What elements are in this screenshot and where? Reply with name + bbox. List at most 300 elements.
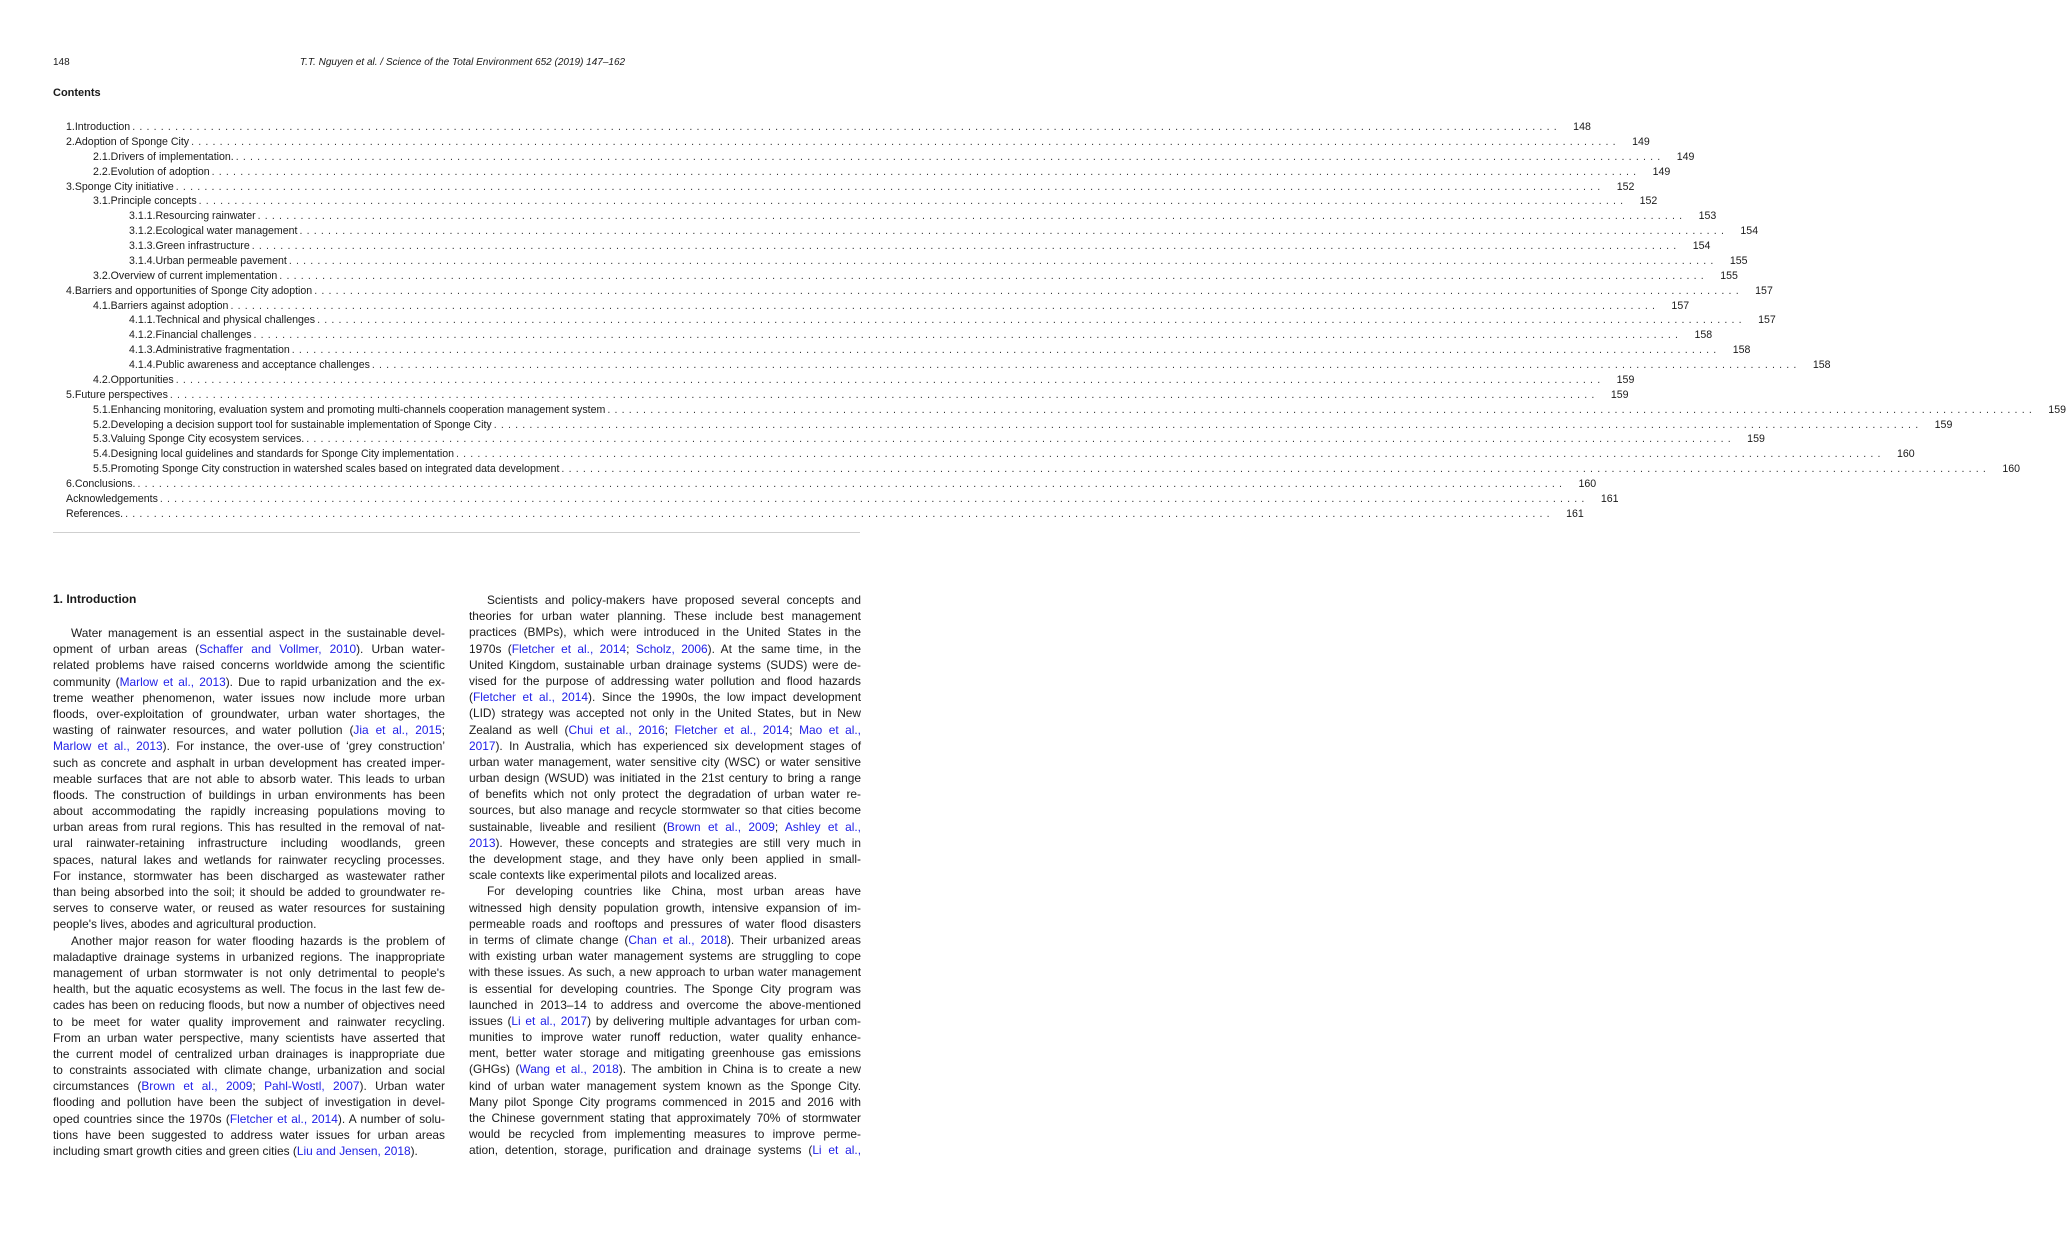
text-line xyxy=(53,1014,445,1030)
toc-entry[interactable] xyxy=(93,373,1635,387)
text-run: scale contexts like experimental pilots and localized areas. xyxy=(469,868,777,883)
toc-entry-number: 4.1.3. xyxy=(129,344,156,357)
text-line xyxy=(469,1094,861,1110)
text-run: vised for the purpose of addressing water pollution and flood hazards xyxy=(469,673,861,688)
text-line xyxy=(53,949,445,965)
toc-entry-page: 154 xyxy=(1692,240,1711,253)
text-line xyxy=(53,868,445,884)
toc-entry-page: 159 xyxy=(1747,433,1765,446)
toc-entry[interactable] xyxy=(66,477,1597,491)
toc-entry-title[interactable]: Promoting Sponge City construction in watershed scales based on integrated data development xyxy=(110,463,560,476)
text-run: ). Due to rapid urbanization and the ex- xyxy=(225,674,446,689)
toc-entry-title[interactable]: Introduction xyxy=(74,121,131,133)
toc-entry-title[interactable]: Urban permeable pavement xyxy=(155,254,287,267)
text-run: community ( xyxy=(53,674,120,689)
text-run: the Chinese government stating that approximately 70% of stormwater xyxy=(469,1111,861,1125)
text-run: ). Since the 1990s, the low impact development xyxy=(588,690,861,705)
toc-entry-number: 4.1.2. xyxy=(129,329,156,342)
text-run: floods. The construction of buildings in urban environments has been xyxy=(53,787,445,802)
text-run: management of urban stormwater is not only detrimental to people's xyxy=(53,965,445,980)
text-line xyxy=(53,706,445,722)
dot-leader: ........................................................................................................................................................................................................ xyxy=(137,478,1567,491)
text-run: with existing urban water management systems are struggling to cope xyxy=(469,949,861,964)
text-line xyxy=(53,933,445,949)
text-line xyxy=(53,981,445,997)
toc-entry-title[interactable]: Resourcing rainwater xyxy=(155,210,256,223)
text-line xyxy=(53,690,445,706)
text-run: tions have been suggested to address water issues for urban areas xyxy=(53,1127,445,1142)
toc-entry-page: 149 xyxy=(1652,165,1671,178)
text-run: maladaptive drainage systems in urbanized regions. The inappropriate xyxy=(53,949,445,964)
toc-entry-number: 3.1.2. xyxy=(129,225,156,238)
toc-entry-title[interactable]: Ecological water management xyxy=(155,225,298,238)
text-run: (LID) strategy was accepted not only in the United States, but in New xyxy=(469,706,861,721)
text-line xyxy=(469,802,861,818)
toc-entry-page: 161 xyxy=(1600,493,1619,505)
toc-entry-page: 158 xyxy=(1812,359,1831,372)
text-line xyxy=(469,1142,861,1158)
dot-leader: ........................................................................................................................................................................................................ xyxy=(291,344,1721,357)
toc-entry-page: 159 xyxy=(1934,418,1953,431)
text-line xyxy=(53,852,445,868)
toc-entry[interactable] xyxy=(93,447,1915,461)
toc-entry-page: 152 xyxy=(1616,180,1635,193)
citation-link[interactable]: Chan et al., 2018 xyxy=(628,932,727,947)
text-run: serves to conserve water, or reused as water resources for sustaining xyxy=(53,901,445,916)
toc-entry-number: 4.1.4. xyxy=(129,359,156,372)
text-run: to constraints associated with climate change, urbanization and social xyxy=(53,1063,445,1078)
citation-link[interactable]: Li et al., 2017 xyxy=(511,1013,588,1028)
toc-entry-title[interactable]: Administrative fragmentation xyxy=(155,344,290,357)
text-line xyxy=(469,916,861,932)
toc-entry-number: 2.1. xyxy=(93,150,111,163)
text-line xyxy=(469,867,861,883)
text-line xyxy=(469,1045,861,1061)
text-line xyxy=(469,1029,861,1045)
toc-entry[interactable] xyxy=(66,492,1619,506)
dot-leader: ........................................................................................................................................................................................................ xyxy=(211,165,1641,178)
toc-entry-number: 5.5. xyxy=(93,463,111,476)
dot-leader: ........................................................................................................................................................................................................ xyxy=(317,314,1746,327)
dot-leader: ........................................................................................................................................................................................................ xyxy=(288,254,1718,267)
toc-entry-title[interactable]: Principle concepts xyxy=(110,195,197,208)
toc-entry[interactable] xyxy=(129,254,1748,268)
toc-entry[interactable] xyxy=(93,299,1690,313)
toc-entry-title[interactable]: Green infrastructure xyxy=(155,240,250,253)
toc-entry-number: 5.4. xyxy=(93,448,111,461)
toc-entry-page: 160 xyxy=(2002,463,2021,476)
text-line xyxy=(53,1030,445,1046)
citation-link[interactable]: Fletcher et al., 2014 xyxy=(229,1111,338,1126)
toc-entry-number: 2.2. xyxy=(93,165,111,178)
text-run: For instance, stormwater has been discharged as wastewater rather xyxy=(53,868,445,883)
dot-leader: ........................................................................................................................................................................................................ xyxy=(230,299,1660,312)
toc-entry-title[interactable]: Overview of current implementation xyxy=(110,269,278,282)
toc-entry[interactable] xyxy=(66,388,1629,402)
toc-entry[interactable] xyxy=(129,328,1713,342)
text-line xyxy=(469,964,861,980)
toc-entry-number: 3.2. xyxy=(93,269,111,282)
text-run: ; xyxy=(441,723,445,738)
text-run: Another major reason for water flooding hazards is the problem of xyxy=(71,933,445,948)
text-run: ). A number of solu- xyxy=(337,1111,445,1126)
text-run: with these issues. As such, a new approach to urban water management xyxy=(469,965,861,980)
toc-entry-page: 161 xyxy=(1566,507,1584,520)
text-run: spaces, natural lakes and wetlands for rainwater recycling processes. xyxy=(53,852,445,867)
toc-entry[interactable] xyxy=(93,269,1738,283)
text-run: circumstances ( xyxy=(53,1079,142,1094)
text-run: Many pilot Sponge City programs commenced in 2015 and 2016 with xyxy=(469,1094,861,1109)
text-run: From an urban water perspective, many scientists have asserted that xyxy=(53,1030,445,1045)
dot-leader: ........................................................................................................................................................................................................ xyxy=(299,225,1729,238)
citation-link[interactable]: 2013 xyxy=(469,835,496,850)
toc-entry-page: 159 xyxy=(1610,388,1629,401)
text-run: ( xyxy=(469,690,473,705)
citation-link[interactable]: Schaffer and Vollmer, 2010 xyxy=(199,642,357,657)
text-run: floods, over-exploitation of groundwater, urban water shortages, the xyxy=(53,706,445,721)
citation-link[interactable]: 2017 xyxy=(469,738,496,753)
text-line xyxy=(469,981,861,997)
citation-link[interactable]: Fletcher et al., 2014 xyxy=(511,641,627,656)
text-run: including smart growth cities and green cities ( xyxy=(53,1144,297,1158)
citation-link[interactable]: Chui et al., 2016 xyxy=(568,722,665,737)
toc-entry-number: 3.1.1. xyxy=(129,210,156,223)
citation-link[interactable]: Jia et al., 2015 xyxy=(353,723,442,738)
text-line xyxy=(469,705,861,721)
text-line xyxy=(53,1143,445,1159)
text-run: than being absorbed into the soil; it should be added to groundwater re- xyxy=(53,885,445,899)
text-run: meable surfaces that are not able to absorb water. This leads to urban xyxy=(53,771,445,786)
dot-leader: ........................................................................................................................................................................................................ xyxy=(125,507,1554,520)
text-run: (GHGs) ( xyxy=(469,1062,520,1077)
text-run: munities to improve water runoff reduction, water quality enhance- xyxy=(469,1030,861,1045)
paragraph xyxy=(53,933,445,1160)
text-line xyxy=(469,997,861,1013)
dot-leader: ........................................................................................................................................................................................................ xyxy=(257,210,1687,223)
text-run: people's lives, abodes and agricultural production. xyxy=(53,917,317,932)
dot-leader: ........................................................................................................................................................................................................ xyxy=(314,284,1743,297)
toc-entry-number: 2. xyxy=(66,135,75,148)
text-run: flooding and pollution have been the subject of investigation in devel- xyxy=(53,1095,445,1110)
toc-entry[interactable] xyxy=(93,432,1765,446)
text-run: to be meet for water quality improvement and rainwater recycling. xyxy=(53,1014,445,1029)
text-run: Zealand as well ( xyxy=(469,722,569,737)
toc-entry-title[interactable]: Financial challenges xyxy=(155,329,252,342)
text-run: ; xyxy=(626,641,636,656)
text-run: treme weather phenomenon, water issues now include more urban xyxy=(53,690,445,705)
text-line xyxy=(53,1111,445,1127)
dot-leader: ........................................................................................................................................................................................................ xyxy=(191,135,1620,148)
toc-entry-title[interactable]: Barriers and opportunities of Sponge City adoption xyxy=(74,284,313,297)
toc-entry[interactable] xyxy=(129,343,1751,357)
citation-link[interactable]: Scholz, 2006 xyxy=(635,641,708,656)
dot-leader: ........................................................................................................................................................................................................ xyxy=(235,150,1665,163)
text-line xyxy=(469,673,861,689)
text-line xyxy=(53,1046,445,1062)
text-run: of benefits which not only protect the degradation of urban water re- xyxy=(469,787,861,802)
toc-entry-page: 158 xyxy=(1732,344,1751,357)
dot-leader: ........................................................................................................................................................................................................ xyxy=(159,493,1589,505)
toc-entry[interactable] xyxy=(93,462,2021,476)
dot-leader: ........................................................................................................................................................................................................ xyxy=(132,121,1561,133)
toc-entry-page: 160 xyxy=(1578,478,1597,491)
page-number: 148 xyxy=(53,57,70,68)
text-run: would be recycled from implementing measures to improve perme- xyxy=(469,1127,861,1142)
text-line xyxy=(469,851,861,867)
toc-entry-page: 155 xyxy=(1720,269,1738,282)
text-line xyxy=(469,819,861,835)
text-run: issues ( xyxy=(469,1013,512,1028)
dot-leader: ........................................................................................................................................................................................................ xyxy=(198,195,1628,208)
toc-entry[interactable] xyxy=(129,209,1717,223)
text-line xyxy=(53,1078,445,1094)
toc-entry-page: 149 xyxy=(1676,150,1695,163)
text-line xyxy=(469,1013,861,1029)
text-line xyxy=(53,884,445,900)
text-run: the development stage, and they have only been applied in small- xyxy=(469,852,861,866)
text-run: permeable roads and rooftops and pressures of water flood disasters xyxy=(469,916,861,931)
right-column xyxy=(469,592,861,1159)
text-run: ) by delivering multiple advantages for urban com- xyxy=(587,1013,861,1028)
toc-entry-title[interactable]: Enhancing monitoring, evaluation system and promoting multi-channels cooperation management system xyxy=(110,403,606,416)
toc-entry[interactable] xyxy=(93,150,1695,164)
dot-leader: ........................................................................................................................................................................................................ xyxy=(251,240,1681,253)
text-run: ation, detention, storage, purification and drainage systems ( xyxy=(469,1143,813,1158)
text-line xyxy=(469,1078,861,1094)
toc-entry[interactable] xyxy=(129,358,1831,372)
citation-link[interactable]: Fletcher et al., 2014 xyxy=(674,722,790,737)
toc-entry-title[interactable]: Barriers against adoption xyxy=(110,299,229,312)
dot-leader: ........................................................................................................................................................................................................ xyxy=(561,463,1991,476)
text-line xyxy=(469,786,861,802)
citation-link[interactable]: Brown et al., 2009 xyxy=(141,1079,253,1094)
text-line xyxy=(469,948,861,964)
text-line xyxy=(53,900,445,916)
citation-link[interactable]: Fletcher et al., 2014 xyxy=(472,690,588,705)
text-run: Scientists and policy-makers have proposed several concepts and xyxy=(487,593,861,607)
toc-entry-title[interactable]: References. xyxy=(66,507,124,520)
dot-leader: ........................................................................................................................................................................................................ xyxy=(306,433,1735,446)
text-run: kind of urban water management system known as the Sponge City. xyxy=(469,1078,861,1093)
text-run: the current model of centralized urban drainages is inappropriate due xyxy=(53,1046,445,1061)
text-line xyxy=(469,689,861,705)
toc-entry-title[interactable]: Drivers of implementation. xyxy=(110,150,234,163)
dot-leader: ........................................................................................................................................................................................................ xyxy=(279,269,1708,282)
text-run: ; xyxy=(252,1079,265,1094)
dot-leader: ........................................................................................................................................................................................................ xyxy=(175,180,1605,193)
text-line xyxy=(469,770,861,786)
text-line xyxy=(469,624,861,640)
toc-entry-number: 3.1.3. xyxy=(129,240,156,253)
text-run: sources, but also manage and recycle stormwater so that cities become xyxy=(469,803,861,818)
text-line xyxy=(469,608,861,624)
text-line xyxy=(53,722,445,738)
citation-link[interactable]: Wang et al., 2018 xyxy=(519,1062,619,1077)
toc-entry[interactable] xyxy=(66,284,1773,298)
text-run: 1970s ( xyxy=(469,641,512,656)
toc-entry-title[interactable]: Technical and physical challenges xyxy=(155,314,316,327)
citation-link[interactable]: Liu and Jensen, 2018 xyxy=(296,1144,411,1158)
toc-entry-number: 6. xyxy=(66,478,75,491)
toc-entry-number: 1. xyxy=(66,121,75,133)
toc-entry-number: 5.3. xyxy=(93,433,111,446)
toc-entry[interactable] xyxy=(66,180,1635,194)
toc-entry-title[interactable]: Opportunities xyxy=(110,373,174,386)
toc-entry-number: 3.1. xyxy=(93,195,111,208)
toc-entry-number: 5. xyxy=(66,388,75,401)
text-run: practices (BMPs), which were introduced in the United States in the xyxy=(469,625,861,640)
toc-entry-number: 4.1.1. xyxy=(129,314,156,327)
toc-entry[interactable] xyxy=(66,135,1650,149)
citation-link[interactable]: Pahl-Wostl, 2007 xyxy=(264,1079,360,1094)
toc-entry-title[interactable]: Acknowledgements xyxy=(66,493,158,505)
toc-entry[interactable] xyxy=(129,224,1759,238)
dot-leader: ........................................................................................................................................................................................................ xyxy=(169,388,1599,401)
text-line xyxy=(469,883,861,899)
toc-entry[interactable] xyxy=(129,239,1711,253)
citation-link[interactable]: Ashley et al., xyxy=(784,819,861,834)
toc-entry[interactable] xyxy=(66,120,1591,134)
dot-leader: ........................................................................................................................................................................................................ xyxy=(371,359,1801,372)
section-heading: 1. Introduction xyxy=(53,592,137,606)
text-run: wasting of rainwater resources, and water pollution ( xyxy=(53,723,354,738)
text-run: oped countries since the 1970s ( xyxy=(53,1111,230,1126)
text-run: in terms of climate change ( xyxy=(469,932,629,947)
toc-entry-number: 3.1.4. xyxy=(129,254,156,267)
toc-entry-page: 159 xyxy=(1616,373,1635,386)
text-line xyxy=(53,771,445,787)
toc-entry-number: 4. xyxy=(66,284,75,297)
toc-entry-number: 4.1. xyxy=(93,299,111,312)
divider xyxy=(53,532,860,533)
text-run: theories for urban water planning. These include best management xyxy=(469,609,861,624)
toc-entry-number: 5.1. xyxy=(93,403,111,416)
toc-entry-page: 148 xyxy=(1573,121,1591,133)
toc-entry-page: 149 xyxy=(1632,135,1650,148)
toc-entry-number: 5.2. xyxy=(93,418,111,431)
text-run: ural rainwater-retaining infrastructure including woodlands, green xyxy=(53,836,445,851)
text-line xyxy=(469,1061,861,1077)
toc-entry[interactable] xyxy=(66,507,1584,521)
text-line xyxy=(469,1110,861,1126)
text-line xyxy=(469,657,861,673)
dot-leader: ........................................................................................................................................................................................................ xyxy=(456,448,1885,461)
citation-link[interactable]: Li et al., xyxy=(812,1143,862,1158)
text-run: ). Urban water- xyxy=(356,642,445,657)
text-line xyxy=(469,738,861,754)
toc-entry-title[interactable]: Conclusions. xyxy=(74,478,136,491)
citation-link[interactable]: Marlow et al., 2013 xyxy=(53,739,163,754)
toc-entry-title[interactable]: Future perspectives xyxy=(74,388,168,401)
text-run: urban water management, water sensitive city (WSC) or water sensitive xyxy=(469,754,861,769)
text-line xyxy=(53,641,445,657)
text-line xyxy=(53,835,445,851)
toc-entry[interactable] xyxy=(93,418,1953,432)
text-line xyxy=(53,1094,445,1110)
text-run: ). For instance, the over-use of ‘grey construction’ xyxy=(162,739,445,754)
toc-entry[interactable] xyxy=(129,313,1776,327)
toc-entry-page: 153 xyxy=(1698,210,1717,223)
text-run: sustainable, liveable and resilient ( xyxy=(469,819,667,834)
text-run: ment, better water storage and mitigating greenhouse gas emissions xyxy=(469,1046,861,1061)
toc-entry-page: 157 xyxy=(1671,299,1690,312)
text-run: ). In Australia, which has experienced six development stages of xyxy=(495,738,861,753)
toc-entry-page: 154 xyxy=(1740,225,1759,238)
citation-link[interactable]: Marlow et al., 2013 xyxy=(119,674,226,689)
toc-entry[interactable] xyxy=(93,403,2066,417)
toc-entry[interactable] xyxy=(93,194,1658,208)
paragraph xyxy=(469,883,861,1158)
toc-entry-title[interactable]: Valuing Sponge City ecosystem services. xyxy=(110,433,305,446)
text-run: ; xyxy=(774,819,785,834)
toc-entry-title[interactable]: Designing local guidelines and standards for Sponge City implementation xyxy=(110,448,454,461)
paragraph xyxy=(53,625,445,933)
text-line xyxy=(53,965,445,981)
text-run: ). At the same time, in the xyxy=(707,641,861,656)
toc-entry-title[interactable]: Developing a decision support tool for sustainable implementation of Sponge City xyxy=(110,418,492,431)
text-line xyxy=(53,674,445,690)
toc-entry-number: 4.2. xyxy=(93,373,111,386)
text-line xyxy=(469,641,861,657)
toc-entry-title[interactable]: Evolution of adoption xyxy=(110,165,210,178)
running-header: T.T. Nguyen et al. / Science of the Total Environment 652 (2019) 147–162 xyxy=(299,57,626,68)
dot-leader: ........................................................................................................................................................................................................ xyxy=(607,403,2036,416)
paragraph xyxy=(469,592,861,883)
toc-entry-title[interactable]: Sponge City initiative xyxy=(74,180,174,193)
text-line xyxy=(469,900,861,916)
citation-link[interactable]: Mao et al., xyxy=(799,722,861,737)
left-column xyxy=(53,625,445,1159)
toc-entry-title[interactable]: Adoption of Sponge City xyxy=(74,135,190,148)
text-line xyxy=(469,754,861,770)
text-run: For developing countries like China, most urban areas have xyxy=(487,884,861,899)
text-run: ). xyxy=(410,1144,418,1158)
text-line xyxy=(53,819,445,835)
text-line xyxy=(53,787,445,803)
toc-entry-page: 157 xyxy=(1755,284,1773,297)
text-run: witnessed high density population growth, intensive expansion of im- xyxy=(469,900,861,915)
text-line xyxy=(469,592,861,608)
citation-link[interactable]: Brown et al., 2009 xyxy=(666,819,775,834)
text-line xyxy=(53,803,445,819)
text-run: cades has been on reducing floods, but now a number of objectives need xyxy=(53,998,445,1013)
text-run: is essential for developing countries. The Sponge City program was xyxy=(469,981,861,996)
toc-entry-number: 3. xyxy=(66,180,75,193)
text-line xyxy=(53,755,445,771)
text-run: related problems have raised concerns worldwide among the scientific xyxy=(53,658,445,673)
text-run: ). Their urbanized areas xyxy=(726,932,861,947)
toc-entry-title[interactable]: Public awareness and acceptance challenges xyxy=(155,359,370,372)
text-run: ). The ambition in China is to create a new xyxy=(618,1062,861,1077)
text-run: urban design (WSUD) was initiated in the 21st century to bring a range xyxy=(469,771,861,786)
toc-entry-page: 152 xyxy=(1639,195,1658,208)
text-line xyxy=(53,1127,445,1143)
text-run: ; xyxy=(789,722,800,737)
text-line xyxy=(53,1062,445,1078)
text-line xyxy=(469,722,861,738)
toc-entry-page: 155 xyxy=(1729,254,1748,267)
text-run: ; xyxy=(664,722,675,737)
contents-title: Contents xyxy=(53,87,101,99)
toc-entry-page: 160 xyxy=(1896,448,1915,461)
text-run: urban areas from rural regions. This has resulted in the removal of nat- xyxy=(53,820,445,835)
toc-entry-page: 157 xyxy=(1758,314,1776,327)
toc-entry[interactable] xyxy=(93,165,1671,179)
text-run: United Kingdom, sustainable urban drainage systems (SUDS) were de- xyxy=(469,657,861,672)
text-line xyxy=(53,916,445,932)
dot-leader: ........................................................................................................................................................................................................ xyxy=(175,373,1605,386)
text-line xyxy=(469,932,861,948)
